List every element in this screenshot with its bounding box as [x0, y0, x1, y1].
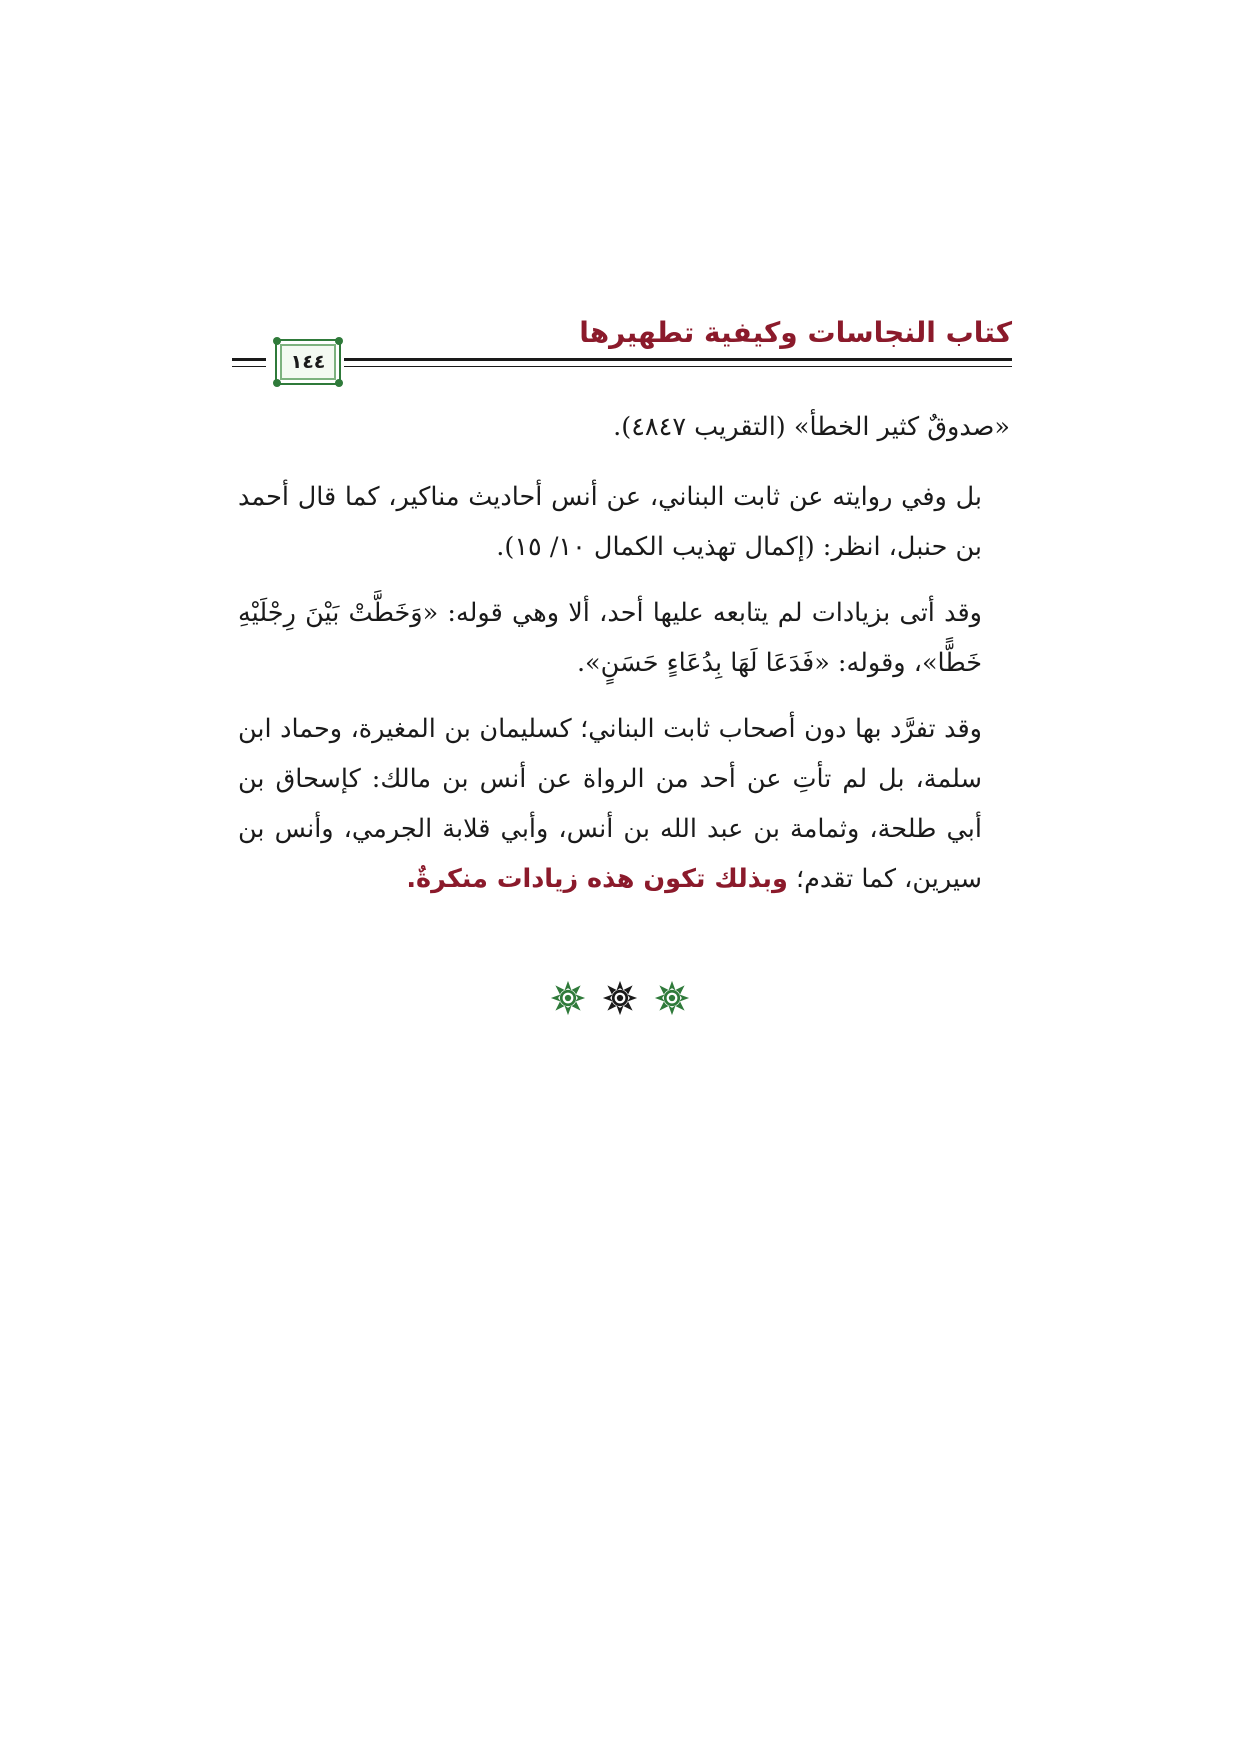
page-number-frame [275, 339, 341, 385]
paragraph-1: «صدوقٌ كثير الخطأ» (التقريب ٤٨٤٧). [613, 412, 1010, 442]
page-header [232, 316, 1012, 386]
flower-ornament-icon [550, 980, 586, 1016]
frame-corner-icon [273, 337, 281, 345]
section-divider [0, 980, 1240, 1016]
header-rule-thin [344, 366, 1012, 367]
header-rule-thick [344, 358, 1012, 361]
paragraph-2: بل وفي روايته عن ثابت البناني، عن أنس أحاديث مناكير، كما قال أحمد بن حنبل، انظر: (إكمال تهذيب الكمال ١٠/ ١٥). [238, 482, 982, 562]
emphasis-conclusion: وبذلك تكون هذه زيادات منكرةٌ. [406, 864, 788, 894]
page-number: ١٤٤ [290, 351, 326, 373]
header-rule-left-thin [232, 366, 266, 367]
frame-corner-icon [335, 379, 343, 387]
frame-corner-icon [335, 337, 343, 345]
paragraph-4-text: وقد تفرَّد بها دون أصحاب ثابت البناني؛ كسليمان بن المغيرة، وحماد ابن سلمة، بل لم تأتِ عن أحد من الرواة عن أنس بن مالك: كإسحاق بن أبي طلحة، وثمامة بن عبد الله بن أنس، وأبي قلابة الجرمي، وأنس بن سيرين، كما تقدم؛ [238, 714, 982, 894]
page-body [238, 402, 1010, 920]
book-title: كتاب النجاسات وكيفية تطهيرها [579, 316, 1012, 349]
header-rule-left-thick [232, 358, 266, 361]
paragraph-4 [238, 704, 1010, 904]
paragraph-3: وقد أتى بزيادات لم يتابعه عليها أحد، ألا وهي قوله: «وَخَطَّتْ بَيْنَ رِجْلَيْهِ خَطًّا»، وقوله: «فَدَعَا لَهَا بِدُعَاءٍ حَسَنٍ». [238, 598, 982, 678]
frame-corner-icon [273, 379, 281, 387]
flower-ornament-icon [602, 980, 638, 1016]
flower-ornament-icon [654, 980, 690, 1016]
